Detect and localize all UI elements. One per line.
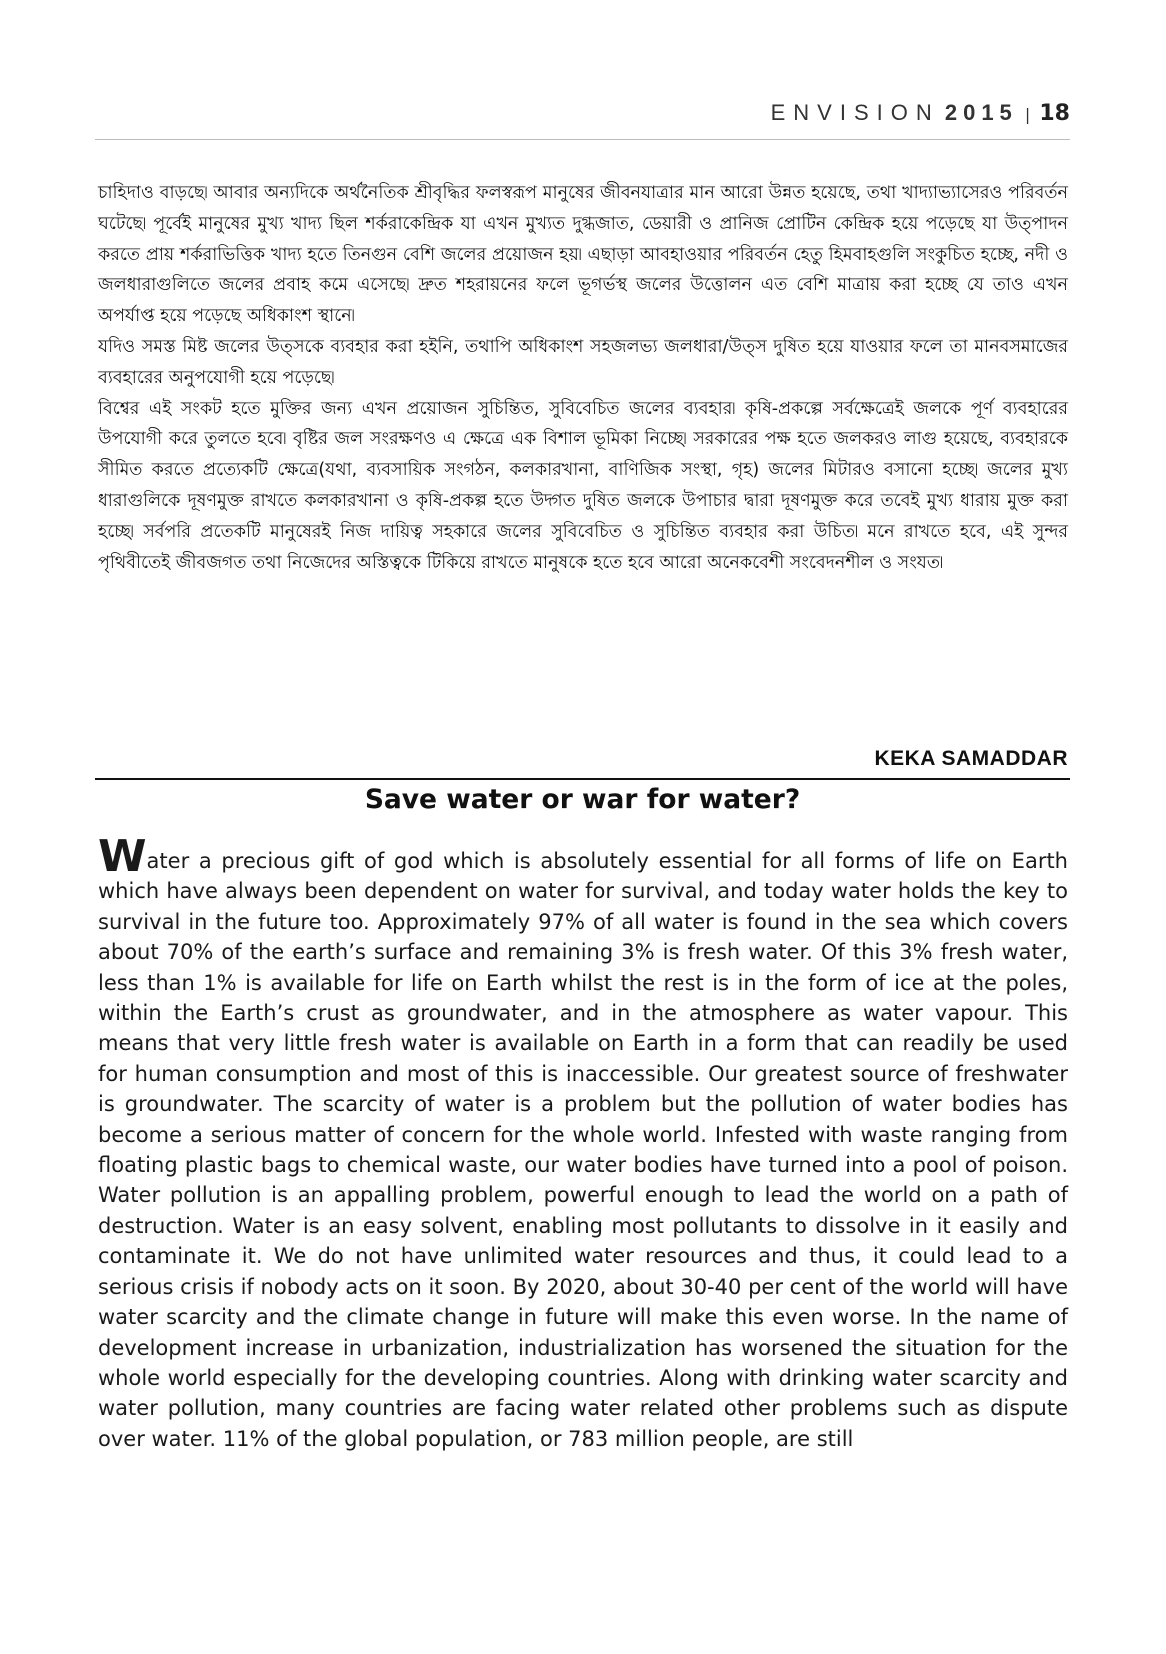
article-title: Save water or war for water? (364, 784, 801, 815)
section-divider (95, 778, 1070, 780)
magazine-title: ENVISION (770, 100, 940, 125)
page-number: 18 (1039, 101, 1070, 126)
author-name: KEKA SAMADDAR (874, 747, 1068, 770)
magazine-year: 2015 (944, 100, 1018, 125)
article-body-text: ater a precious gift of god which is absolutely essential for all forms of life on Earth which have always been dependent on water for survival, and today water holds the key to survival in the future too. Approximately 97% of all water is found in the sea which covers about 70% of the earth’s surface and remaining 3% is fresh water. Of this 3% fresh water, less than 1% is available for life on Earth whilst the rest is in the form of ice at the poles, within the Earth’s crust as groundwater, and in the atmosphere as water vapour. This means that very little fresh water is available on Earth in a form that can readily be used for human consumption and most of this is inaccessible. Our greatest source of freshwater is groundwater. The scarcity of water is a problem but the pollution of water bodies has become a serious matter of concern for the whole world. Infested with waste ranging from floating plastic bags to chemical waste, our water bodies have turned into a pool of poison. Water pollution is an appalling problem, powerful enough to lead the world on a path of destruction. Water is an easy solvent, enabling most pollutants to dissolve in it easily and contaminate it. We do not have unlimited water resources and thus, it could lead to a serious crisis if nobody acts on it soon. By 2020, about 30-40 per cent of the world will have water scarcity and the climate change in future will make this even worse. In the name of development increase in urbanization, industrialization has worsened the situation for the whole world especially for the developing countries. Along with drinking water scarcity and water pollution, many countries are facing water related other problems such as dispute over water. 11% of the global population, or 783 million people, are still (98, 849, 1068, 1451)
bengali-article-continuation (98, 178, 1068, 578)
header-separator: | (1024, 105, 1031, 124)
bengali-paragraph-1: চাহিদাও বাড়ছে৷ আবার অন্যদিকে অর্থনৈতিক শ্রীবৃদ্ধির ফলস্বরূপ মানুষের জীবনযাত্রার মান আরো উন্নত হয়েছে, তথা খাদ্যাভ্যাসেরও পরিবর্তন ঘটেছে৷ পূর্বেই মানুষের মুখ্য খাদ্য ছিল শর্করাকেন্দ্রিক যা এখন মুখ্যত দুগ্ধজাত, ডেয়ারী ও প্রানিজ প্রোটিন কেন্দ্রিক হয়ে পড়েছে যা উত্পাদন করতে প্রায় শর্করাভিত্তিক খাদ্য হতে তিনগুন বেশি জলের প্রয়োজন হয়৷ এছাড়া আবহাওয়ার পরিবর্তন হেতু হিমবাহগুলি সংকুচিত হচ্ছে, নদী ও জলধারাগুলিতে জলের প্রবাহ কমে এসেছে৷ দ্রুত শহরায়নের ফলে ভূগর্ভস্থ জলের উত্তোলন এত বেশি মাত্রায় করা হচ্ছে যে তাও এখন অপর্যাপ্ত হয়ে পড়েছে অধিকাংশ স্থানে৷ (98, 183, 1068, 327)
article-body (98, 831, 1068, 1454)
page-header (95, 100, 1070, 140)
bengali-paragraph-3: বিশ্বের এই সংকট হতে মুক্তির জন্য এখন প্রয়োজন সুচিন্তিত, সুবিবেচিত জলের ব্যবহার৷ কৃষি-প্রকল্পে সর্বক্ষেত্রেই জলকে পূর্ণ ব্যবহারের উপযোগী করে তুলতে হবে৷ বৃষ্টির জল সংরক্ষণও এ ক্ষেত্রে এক বিশাল ভূমিকা নিচ্ছে৷ সরকারের পক্ষ হতে জলকরও লাগু হয়েছে, ব্যবহারকে সীমিত করতে প্রত্যেকটি ক্ষেত্রে(যথা, ব্যবসায়িক সংগঠন, কলকারখানা, বাণিজিক সংস্থা, গৃহ) জলের মিটারও বসানো হচ্ছে৷ জলের মুখ্য ধারাগুলিকে দূষণমুক্ত রাখতে কলকারখানা ও কৃষি-প্রকল্প হতে উদ্গত দুষিত জলকে উপাচার দ্বারা দূষণমুক্ত করে তবেই মুখ্য ধারায় মুক্ত করা হচ্ছে৷ সর্বপরি প্রতেকটি মানুষেরই নিজ দায়িত্ব সহকারে জলের সুবিবেচিত ও সুচিন্তিত ব্যবহার করা উচিত৷ মনে রাখতে হবে, এই সুন্দর পৃথিবীতেই জীবজগত তথা নিজেদের অস্তিত্বকে টিকিয়ে রাখতে মানুষকে হতে হবে আরো অনেকবেশী সংবেদনশীল ও সংযত৷ (98, 398, 1068, 573)
drop-cap: W (98, 831, 147, 882)
bengali-paragraph-2: যদিও সমস্ত মিষ্ট জলের উত্সকে ব্যবহার করা হইনি, তথাপি অধিকাংশ সহজলভ্য জলধারা/উত্স দুষিত হয়ে যাওয়ার ফলে তা মানবসমাজের ব্যবহারের অনুপযোগী হয়ে পড়েছে৷ (98, 336, 1068, 388)
